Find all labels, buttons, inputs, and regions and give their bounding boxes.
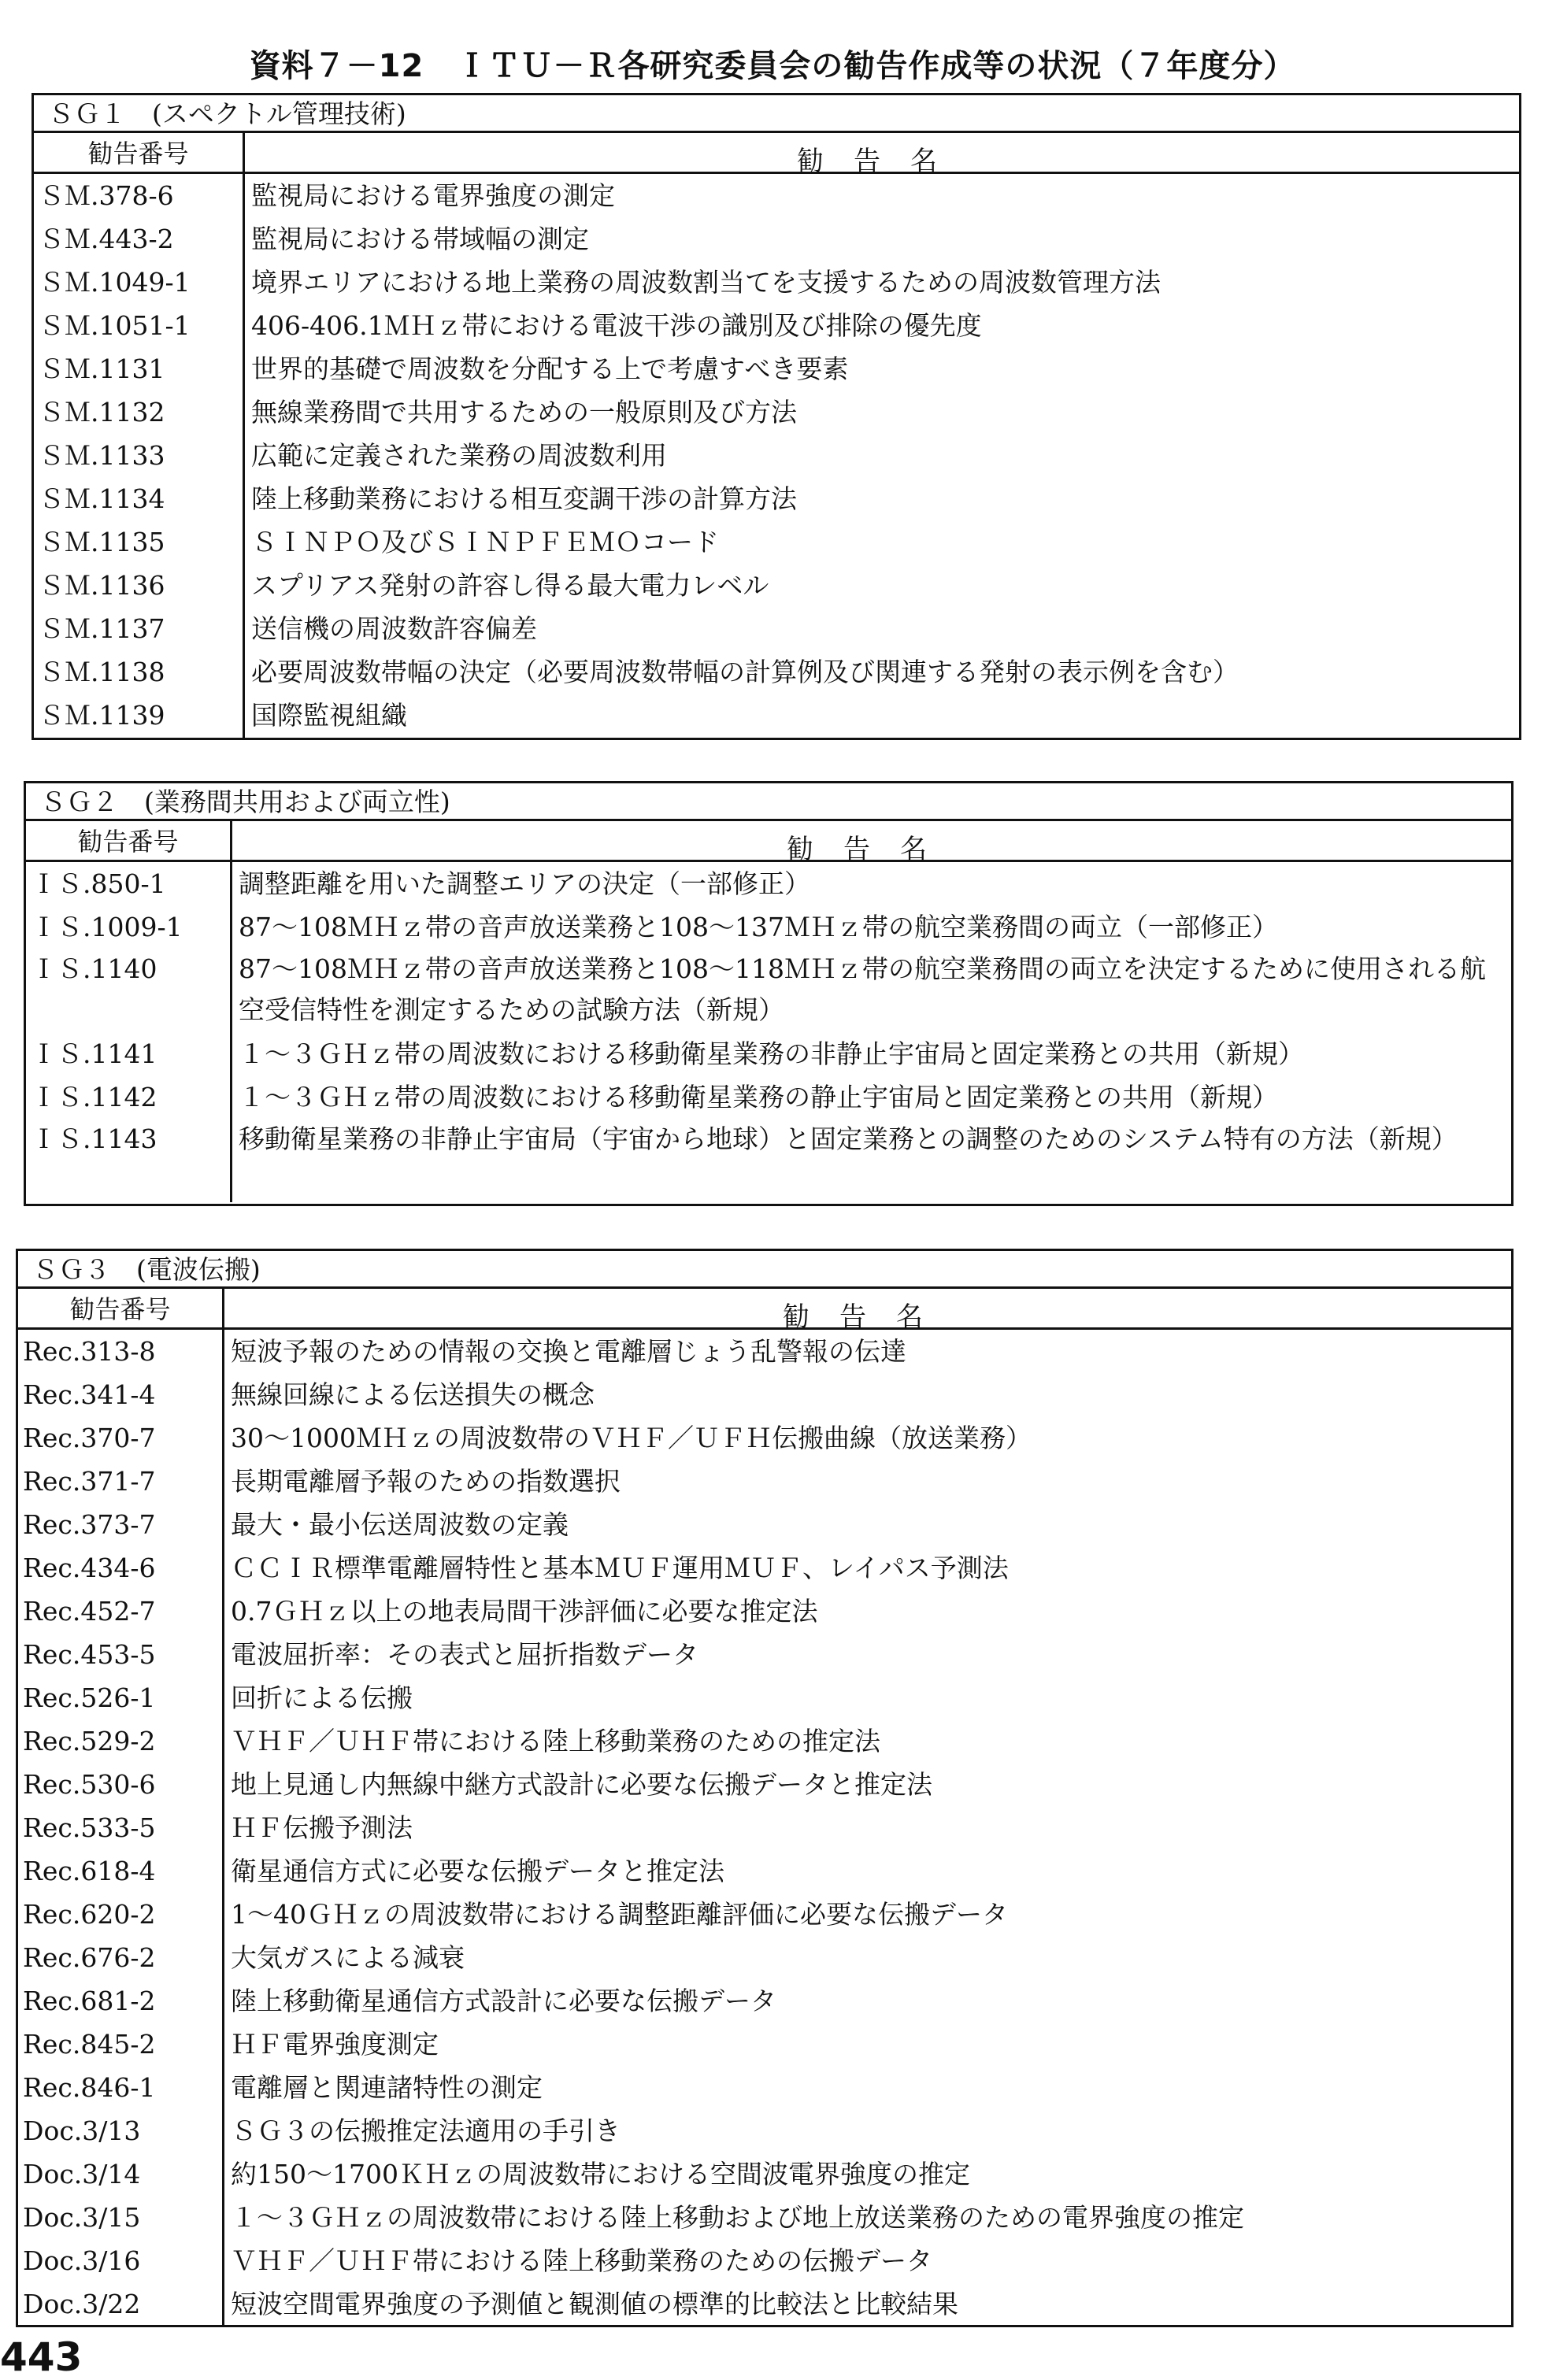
table-row bbox=[18, 1979, 1511, 2023]
column-header-name: 勧告名 bbox=[787, 834, 957, 865]
recommendation-number: Rec.373-7 bbox=[18, 1503, 224, 1546]
section-sg1 bbox=[31, 93, 1521, 740]
column-header-row bbox=[18, 1289, 1511, 1333]
table-body bbox=[26, 862, 1511, 1202]
recommendation-name: 短波予報のための情報の交換と電離層じょう乱警報の伝達 bbox=[231, 1336, 906, 1367]
recommendation-number: ＳＭ.1139 bbox=[34, 694, 245, 738]
recommendation-number: ＩＳ.1142 bbox=[26, 1075, 232, 1119]
recommendation-name: 監視局における電界強度の測定 bbox=[251, 180, 615, 211]
recommendation-number: Rec.453-5 bbox=[18, 1633, 224, 1676]
recommendation-number: ＳＭ.378-6 bbox=[34, 174, 245, 217]
column-header-name: 勧告名 bbox=[783, 1301, 953, 1333]
table-row bbox=[34, 564, 1519, 607]
table-row bbox=[18, 1460, 1511, 1503]
recommendation-name: 30～1000ＭＨｚの周波数帯のＶＨＦ／ＵＦＨ伝搬曲線（放送業務） bbox=[231, 1423, 1032, 1453]
recommendation-number: Rec.370-7 bbox=[18, 1416, 224, 1460]
recommendation-name: 広範に定義された業務の周波数利用 bbox=[251, 440, 667, 471]
table-row bbox=[18, 1936, 1511, 1979]
table-row bbox=[18, 1590, 1511, 1633]
column-header-row bbox=[34, 133, 1519, 177]
table-row bbox=[26, 1032, 1511, 1075]
recommendation-number: ＩＳ.1140 bbox=[26, 949, 232, 1032]
recommendation-name: ＨＦ伝搬予測法 bbox=[231, 1812, 413, 1843]
table-row bbox=[18, 1849, 1511, 1893]
page-number: 443 bbox=[0, 2334, 83, 2380]
recommendation-name: 回折による伝搬 bbox=[231, 1682, 413, 1713]
recommendation-number: ＳＭ.1051-1 bbox=[34, 304, 245, 347]
recommendation-number: ＳＭ.1134 bbox=[34, 477, 245, 520]
recommendation-number: Rec.371-7 bbox=[18, 1460, 224, 1503]
recommendation-name: 短波空間電界強度の予測値と観測値の標準的比較法と比較結果 bbox=[231, 2289, 958, 2319]
recommendation-number: Rec.681-2 bbox=[18, 1979, 224, 2023]
table-row bbox=[26, 1075, 1511, 1119]
table-row bbox=[34, 607, 1519, 650]
table-row bbox=[18, 1633, 1511, 1676]
recommendation-name: ＨＦ電界強度測定 bbox=[231, 2029, 439, 2060]
recommendation-number: Doc.3/16 bbox=[18, 2239, 224, 2282]
recommendation-number: ＩＳ.1141 bbox=[26, 1032, 232, 1075]
recommendation-name: 国際監視組織 bbox=[251, 700, 407, 731]
recommendation-name: 最大・最小伝送周波数の定義 bbox=[231, 1509, 569, 1540]
recommendation-name: 無線業務間で共用するための一般原則及び方法 bbox=[251, 397, 797, 428]
recommendation-name: スプリアス発射の許容し得る最大電力レベル bbox=[251, 570, 769, 601]
recommendation-name: 電波屈折率：その表式と屈折指数データ bbox=[231, 1639, 698, 1670]
table-row bbox=[18, 1893, 1511, 1936]
column-header-id: 勧告番号 bbox=[34, 133, 245, 172]
table-body bbox=[34, 174, 1519, 738]
recommendation-name: 必要周波数帯幅の決定（必要周波数帯幅の計算例及び関連する発射の表示例を含む） bbox=[251, 657, 1239, 687]
recommendation-name: 陸上移動業務における相互変調干渉の計算方法 bbox=[251, 483, 797, 514]
table-row bbox=[18, 2239, 1511, 2282]
table-row bbox=[34, 174, 1519, 217]
recommendation-number: ＳＭ.1131 bbox=[34, 347, 245, 390]
recommendation-name: 大気ガスによる減衰 bbox=[231, 1942, 465, 1973]
table-row bbox=[18, 2282, 1511, 2326]
table-row bbox=[26, 1119, 1511, 1202]
recommendation-number: ＳＭ.443-2 bbox=[34, 217, 245, 261]
recommendation-name: 約150～1700ＫＨｚの周波数帯における空間波電界強度の推定 bbox=[231, 2159, 970, 2189]
recommendation-number: Rec.529-2 bbox=[18, 1719, 224, 1763]
table-row bbox=[18, 1330, 1511, 1373]
recommendation-name: １～３ＧＨｚ帯の周波数における移動衛星業務の静止宇宙局と固定業務との共用（新規） bbox=[239, 1082, 1278, 1112]
recommendation-number: Rec.846-1 bbox=[18, 2066, 224, 2109]
column-header-row bbox=[26, 821, 1511, 865]
table-row bbox=[18, 2066, 1511, 2109]
table-row bbox=[18, 1719, 1511, 1763]
table-row bbox=[18, 2196, 1511, 2239]
table-row bbox=[26, 862, 1511, 905]
recommendation-number: Doc.3/14 bbox=[18, 2152, 224, 2196]
recommendation-number: ＳＭ.1136 bbox=[34, 564, 245, 607]
recommendation-name: 陸上移動衛星通信方式設計に必要な伝搬データ bbox=[231, 1986, 776, 2016]
table-row bbox=[26, 949, 1511, 1032]
recommendation-number: Rec.618-4 bbox=[18, 1849, 224, 1893]
table-row bbox=[18, 1806, 1511, 1849]
recommendation-number: Doc.3/13 bbox=[18, 2109, 224, 2152]
recommendation-name: 調整距離を用いた調整エリアの決定（一部修正） bbox=[239, 868, 810, 899]
table-row bbox=[18, 1676, 1511, 1719]
table-body bbox=[18, 1330, 1511, 2326]
section-sg2 bbox=[24, 781, 1514, 1206]
section-header: ＳＧ３ (電波伝搬) bbox=[18, 1251, 1511, 1289]
table-row bbox=[18, 1416, 1511, 1460]
table-row bbox=[34, 650, 1519, 694]
recommendation-number: ＳＭ.1133 bbox=[34, 434, 245, 477]
section-header: ＳＧ２ (業務間共用および両立性) bbox=[26, 783, 1511, 821]
recommendation-number: Rec.434-6 bbox=[18, 1546, 224, 1590]
column-header-name: 勧告名 bbox=[797, 146, 967, 177]
recommendation-name: １～３ＧＨｚ帯の周波数における移動衛星業務の非静止宇宙局と固定業務との共用（新規） bbox=[239, 1038, 1304, 1069]
table-row bbox=[18, 2152, 1511, 2196]
recommendation-name: 衛星通信方式に必要な伝搬データと推定法 bbox=[231, 1856, 724, 1886]
recommendation-name: 406-406.1ＭＨｚ帯における電波干渉の識別及び排除の優先度 bbox=[251, 310, 982, 341]
recommendation-number: ＳＭ.1135 bbox=[34, 520, 245, 564]
recommendation-name: ＶＨＦ／ＵＨＦ帯における陸上移動業務のための推定法 bbox=[231, 1726, 880, 1756]
recommendation-number: Doc.3/22 bbox=[18, 2282, 224, 2326]
recommendation-name: ＣＣＩＲ標準電離層特性と基本ＭＵＦ運用ＭＵＦ、レイパス予測法 bbox=[231, 1553, 1009, 1583]
column-header-id: 勧告番号 bbox=[18, 1289, 224, 1327]
section-sg3 bbox=[16, 1249, 1514, 2327]
recommendation-name: 87～108ＭＨｚ帯の音声放送業務と108～137ＭＨｚ帯の航空業務間の両立（一部修正） bbox=[239, 912, 1278, 942]
recommendation-name: ＶＨＦ／ＵＨＦ帯における陸上移動業務のための伝搬データ bbox=[231, 2245, 932, 2276]
recommendation-number: Rec.533-5 bbox=[18, 1806, 224, 1849]
recommendation-number: Rec.313-8 bbox=[18, 1330, 224, 1373]
recommendation-number: Rec.620-2 bbox=[18, 1893, 224, 1936]
recommendation-name: 地上見通し内無線中継方式設計に必要な伝搬データと推定法 bbox=[231, 1769, 932, 1800]
table-row bbox=[18, 1503, 1511, 1546]
recommendation-number: Rec.341-4 bbox=[18, 1373, 224, 1416]
table-row bbox=[34, 261, 1519, 304]
recommendation-name: ＳＧ３の伝搬推定法適用の手引き bbox=[231, 2115, 621, 2146]
recommendation-number: ＳＭ.1137 bbox=[34, 607, 245, 650]
recommendation-name: 長期電離層予報のための指数選択 bbox=[231, 1466, 621, 1497]
recommendation-number: ＳＭ.1049-1 bbox=[34, 261, 245, 304]
recommendation-name: 電離層と関連諸特性の測定 bbox=[231, 2072, 543, 2103]
table-row bbox=[34, 217, 1519, 261]
recommendation-name: 0.7ＧＨｚ以上の地表局間干渉評価に必要な推定法 bbox=[231, 1596, 818, 1627]
recommendation-number: ＩＳ.1009-1 bbox=[26, 905, 232, 949]
recommendation-name: 無線回線による伝送損失の概念 bbox=[231, 1379, 595, 1410]
recommendation-name: 世界的基礎で周波数を分配する上で考慮すべき要素 bbox=[251, 353, 849, 384]
table-row bbox=[34, 477, 1519, 520]
column-header-id: 勧告番号 bbox=[26, 821, 232, 860]
recommendation-name: 境界エリアにおける地上業務の周波数割当てを支援するための周波数管理方法 bbox=[251, 267, 1161, 298]
recommendation-name: 87～108ＭＨｚ帯の音声放送業務と108～118ＭＨｚ帯の航空業務間の両立を決定するために使用される航空受信特性を測定するための試験方法（新規） bbox=[239, 953, 1486, 1025]
table-row bbox=[26, 905, 1511, 949]
table-row bbox=[18, 1763, 1511, 1806]
table-row bbox=[34, 304, 1519, 347]
recommendation-name: 1～40ＧＨｚの周波数帯における調整距離評価に必要な伝搬データ bbox=[231, 1899, 1008, 1930]
recommendation-name: １～３ＧＨｚの周波数帯における陸上移動および地上放送業務のための電界強度の推定 bbox=[231, 2202, 1244, 2233]
table-row bbox=[34, 434, 1519, 477]
table-row bbox=[34, 694, 1519, 738]
table-row bbox=[34, 347, 1519, 390]
table-row bbox=[34, 520, 1519, 564]
recommendation-number: Rec.452-7 bbox=[18, 1590, 224, 1633]
recommendation-number: ＩＳ.850-1 bbox=[26, 862, 232, 905]
recommendation-name: 監視局における帯域幅の測定 bbox=[251, 224, 589, 254]
recommendation-number: ＳＭ.1132 bbox=[34, 390, 245, 434]
recommendation-name: ＳＩＮＰＯ及びＳＩＮＰＦＥＭＯコード bbox=[251, 527, 719, 557]
page-title: 資料７－12 ＩＴＵ－Ｒ各研究委員会の勧告作成等の状況（７年度分） bbox=[249, 48, 1296, 84]
recommendation-number: ＩＳ.1143 bbox=[26, 1119, 232, 1202]
recommendation-number: Rec.526-1 bbox=[18, 1676, 224, 1719]
table-row bbox=[18, 2109, 1511, 2152]
recommendation-number: ＳＭ.1138 bbox=[34, 650, 245, 694]
table-row bbox=[18, 1546, 1511, 1590]
table-row bbox=[34, 390, 1519, 434]
recommendation-number: Rec.676-2 bbox=[18, 1936, 224, 1979]
table-row bbox=[18, 2023, 1511, 2066]
section-header: ＳＧ１ (スペクトル管理技術) bbox=[34, 95, 1519, 133]
recommendation-number: Rec.845-2 bbox=[18, 2023, 224, 2066]
recommendation-number: Rec.530-6 bbox=[18, 1763, 224, 1806]
recommendation-number: Doc.3/15 bbox=[18, 2196, 224, 2239]
table-row bbox=[18, 1373, 1511, 1416]
recommendation-name: 移動衛星業務の非静止宇宙局（宇宙から地球）と固定業務との調整のためのシステム特有の方法（新規） bbox=[239, 1123, 1458, 1154]
recommendation-name: 送信機の周波数許容偏差 bbox=[251, 613, 537, 644]
